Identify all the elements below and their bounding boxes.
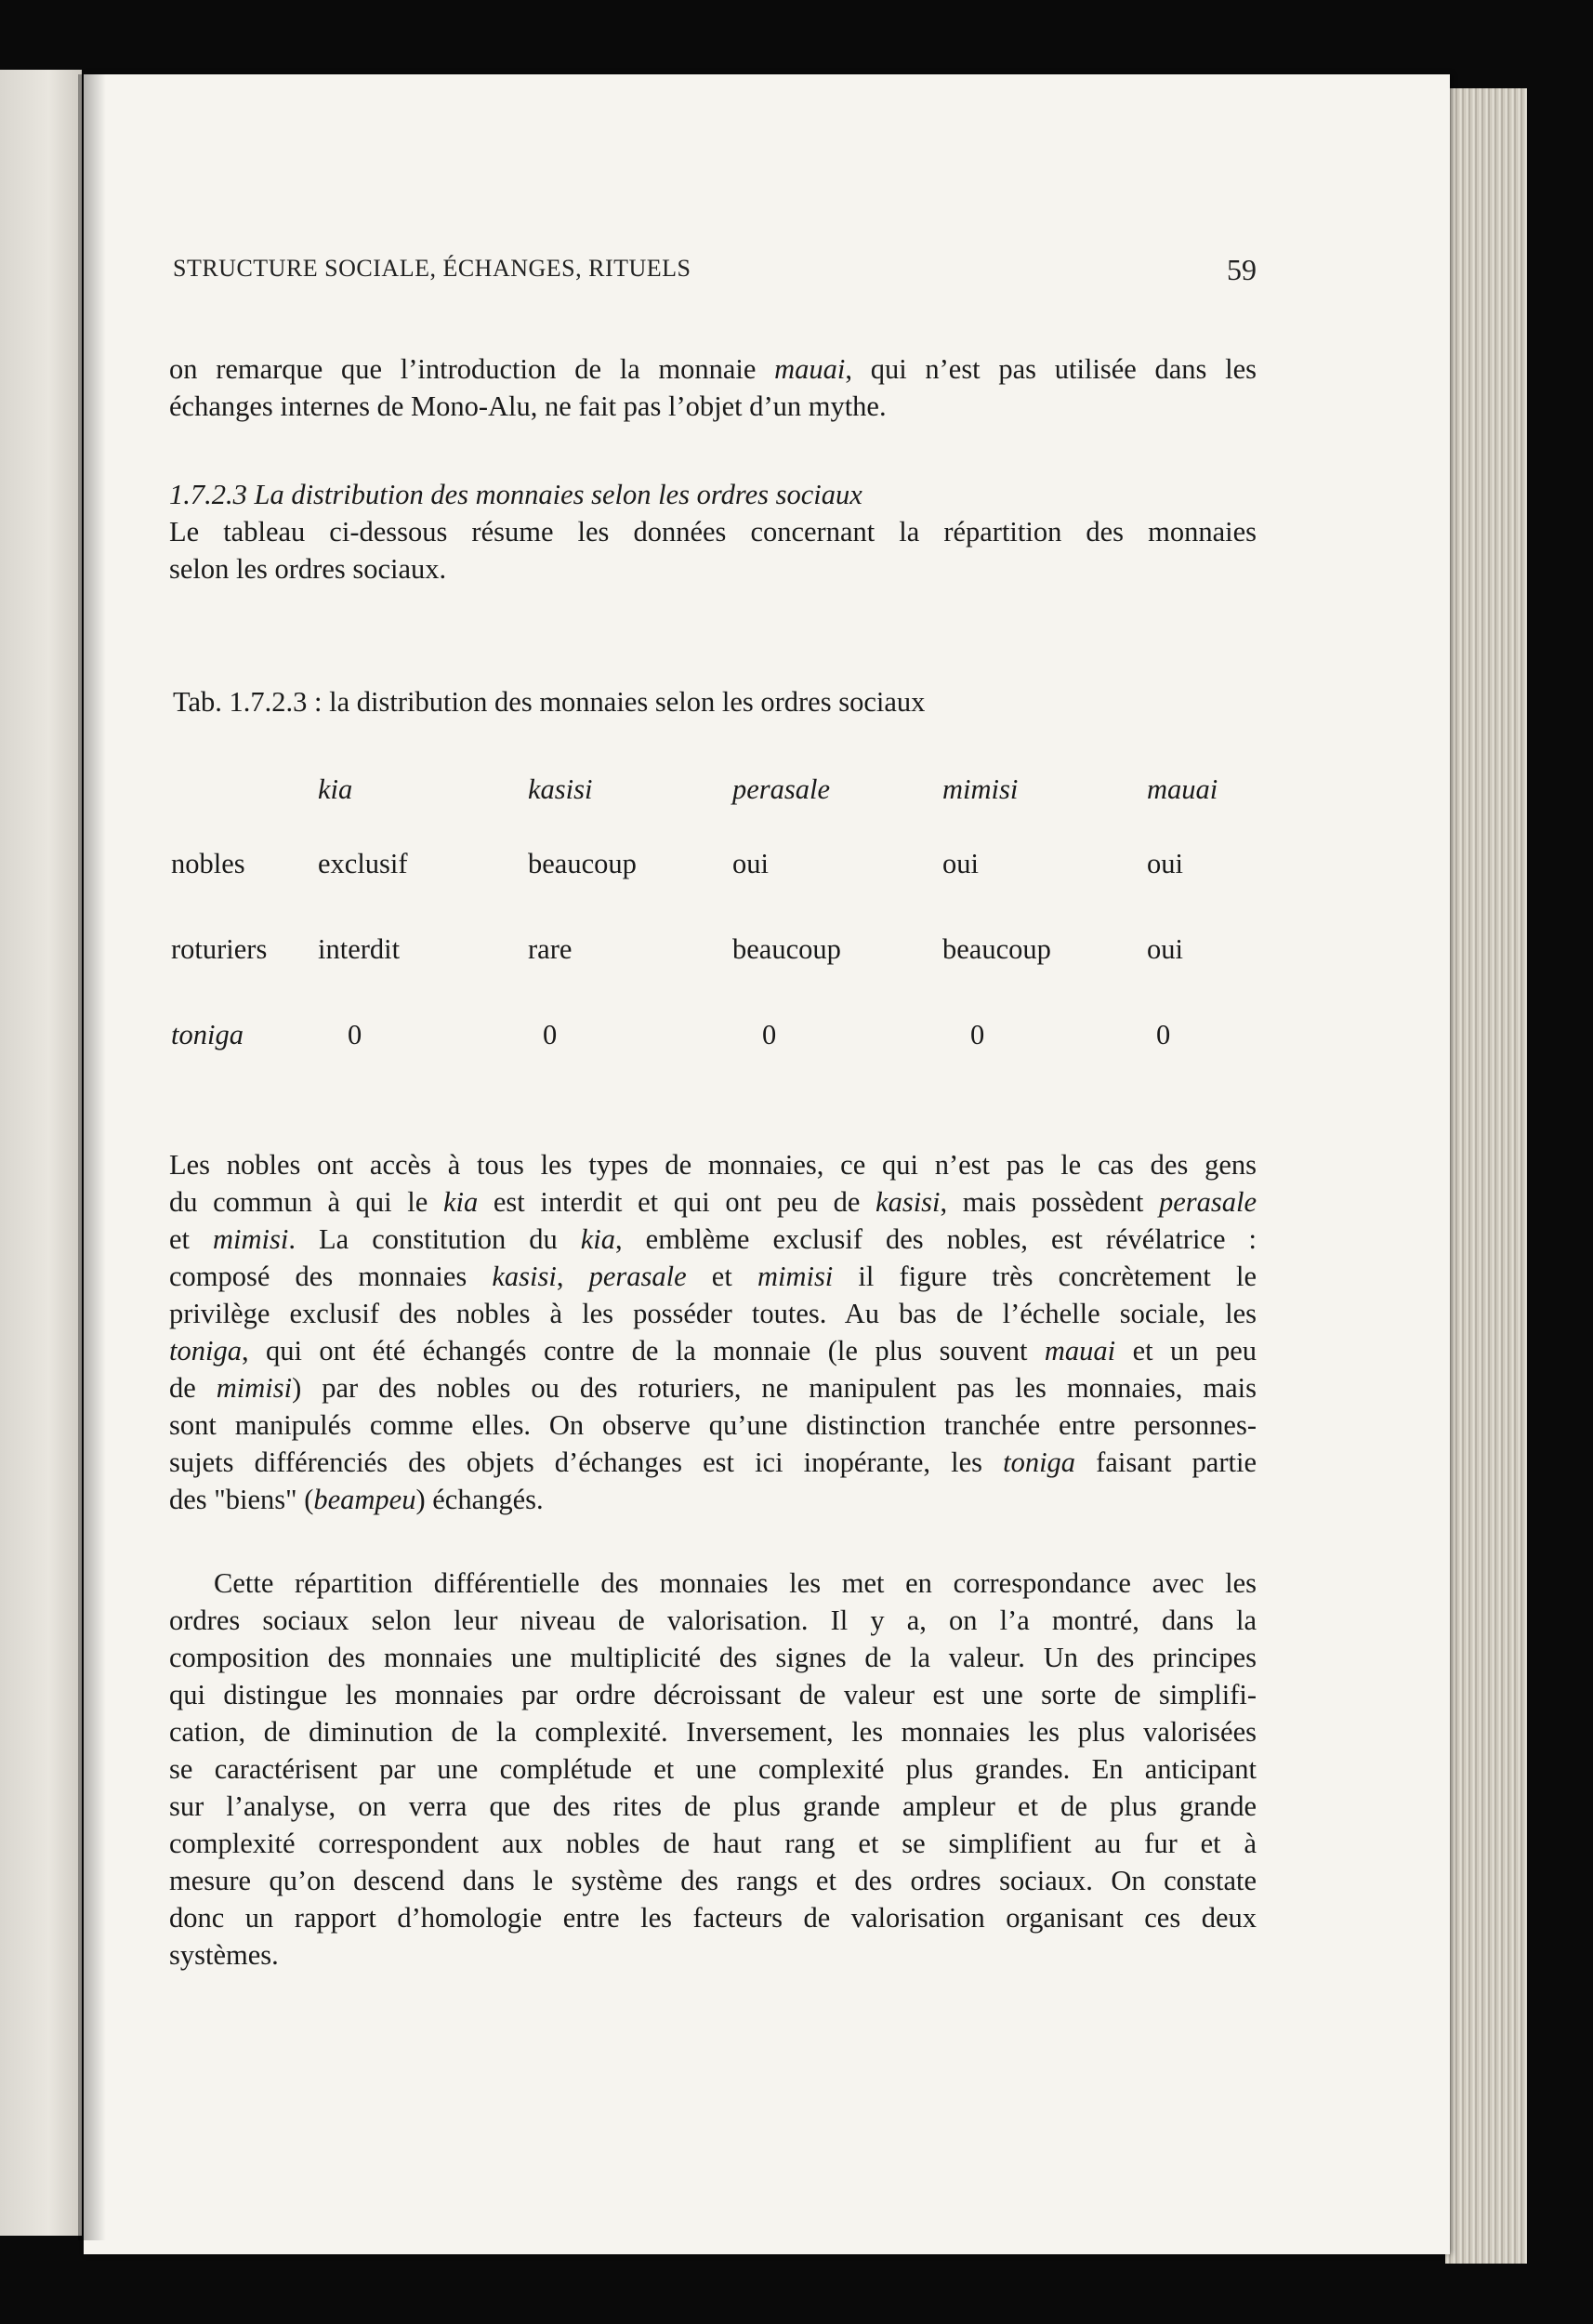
- body-paragraph-1: [169, 1146, 1257, 1518]
- table-cell: exclusif: [318, 848, 408, 879]
- text-line: complexité correspondent aux nobles de haut rang et se simplifient au fur et à: [169, 1828, 1257, 1859]
- table-cell: oui: [1147, 933, 1183, 965]
- table-cell: 0: [1156, 1019, 1171, 1050]
- table-caption: Tab. 1.7.2.3 : la distribution des monnaies selon les ordres sociaux: [173, 686, 926, 718]
- text-line: systèmes.: [169, 1939, 279, 1971]
- text-line: cation, de diminution de la complexité. Inversement, les monnaies les plus valorisées: [169, 1716, 1257, 1748]
- text-line: composition des monnaies une multiplicité des signes de la valeur. Un des principes: [169, 1642, 1257, 1673]
- body-paragraph-2: [169, 1565, 1257, 1974]
- table-cell: oui: [732, 848, 769, 879]
- text-line: de mimisi) par des nobles ou des roturiers, ne manipulent pas les monnaies, mais: [169, 1372, 1257, 1404]
- column-header-kasisi: kasisi: [528, 773, 593, 805]
- text-line: qui distingue les monnaies par ordre décroissant de valeur est une sorte de simplifi-: [169, 1679, 1257, 1710]
- table-cell: beaucoup: [732, 933, 841, 965]
- table-cell: beaucoup: [528, 848, 637, 879]
- text-line: Cette répartition différentielle des monnaies les met en correspondance avec les: [214, 1567, 1257, 1599]
- column-header-perasale: perasale: [732, 773, 831, 805]
- table-cell: oui: [942, 848, 979, 879]
- section-block: [169, 476, 1257, 588]
- section-line-1: Le tableau ci-dessous résume les données concernant la répartition des monnaies: [169, 516, 1257, 548]
- table-cell: 0: [543, 1019, 558, 1050]
- table-cell: 0: [762, 1019, 777, 1050]
- running-title: STRUCTURE SOCIALE, ÉCHANGES, RITUELS: [173, 255, 691, 282]
- table-cell: 0: [970, 1019, 985, 1050]
- page-block-edges: [1445, 88, 1527, 2264]
- text-line: toniga, qui ont été échangés contre de la monnaie (le plus souvent mauai et un peu: [169, 1335, 1257, 1367]
- facing-page-edge: [0, 70, 82, 2236]
- intro-line-2: échanges internes de Mono-Alu, ne fait pas l’objet d’un mythe.: [169, 390, 887, 422]
- gutter-shadow: [78, 74, 106, 2240]
- text-line: et mimisi. La constitution du kia, emblème exclusif des nobles, est révélatrice :: [169, 1223, 1257, 1255]
- table-cell: interdit: [318, 933, 401, 965]
- column-header-mauai: mauai: [1147, 773, 1218, 805]
- intro-line-1: on remarque que l’introduction de la monnaie mauai, qui n’est pas utilisée dans les: [169, 353, 1257, 385]
- text-line: privilège exclusif des nobles à les posséder toutes. Au bas de l’échelle sociale, les: [169, 1298, 1257, 1329]
- text-line: composé des monnaies kasisi, perasale et mimisi il figure très concrètement le: [169, 1261, 1257, 1292]
- table-cell: rare: [528, 933, 573, 965]
- column-header-mimisi: mimisi: [942, 773, 1019, 805]
- text-line: sujets différenciés des objets d’échanges est ici inopérante, les toniga faisant partie: [169, 1446, 1257, 1478]
- column-header-kia: kia: [318, 773, 353, 805]
- row-label-roturiers: roturiers: [171, 933, 268, 965]
- text-line: sur l’analyse, on verra que des rites de plus grande ampleur et de plus grande: [169, 1790, 1257, 1822]
- text-line: des "biens" (beampeu) échangés.: [169, 1484, 544, 1515]
- section-line-2: selon les ordres sociaux.: [169, 553, 447, 585]
- text-line: se caractérisent par une complétude et une complexité plus grandes. En anticipant: [169, 1753, 1257, 1785]
- page-number: 59: [1227, 253, 1257, 286]
- table-cell: 0: [348, 1019, 362, 1050]
- table-cell: beaucoup: [942, 933, 1051, 965]
- text-line: mesure qu’on descend dans le système des rangs et des ordres sociaux. On constate: [169, 1865, 1257, 1896]
- row-label-nobles: nobles: [171, 848, 245, 879]
- text-line: Les nobles ont accès à tous les types de monnaies, ce qui n’est pas le cas des gens: [169, 1149, 1257, 1181]
- row-label-toniga: toniga: [171, 1019, 244, 1050]
- text-line: du commun à qui le kia est interdit et qui ont peu de kasisi, mais possèdent perasale: [169, 1186, 1257, 1218]
- text-line: sont manipulés comme elles. On observe qu’une distinction tranchée entre personnes-: [169, 1409, 1257, 1441]
- text-line: ordres sociaux selon leur niveau de valorisation. Il y a, on l’a montré, dans la: [169, 1604, 1257, 1636]
- text-line: donc un rapport d’homologie entre les facteurs de valorisation organisant ces deux: [169, 1902, 1257, 1934]
- table-cell: oui: [1147, 848, 1183, 879]
- intro-paragraph: [169, 350, 1257, 425]
- section-heading: 1.7.2.3 La distribution des monnaies selon les ordres sociaux: [169, 479, 862, 510]
